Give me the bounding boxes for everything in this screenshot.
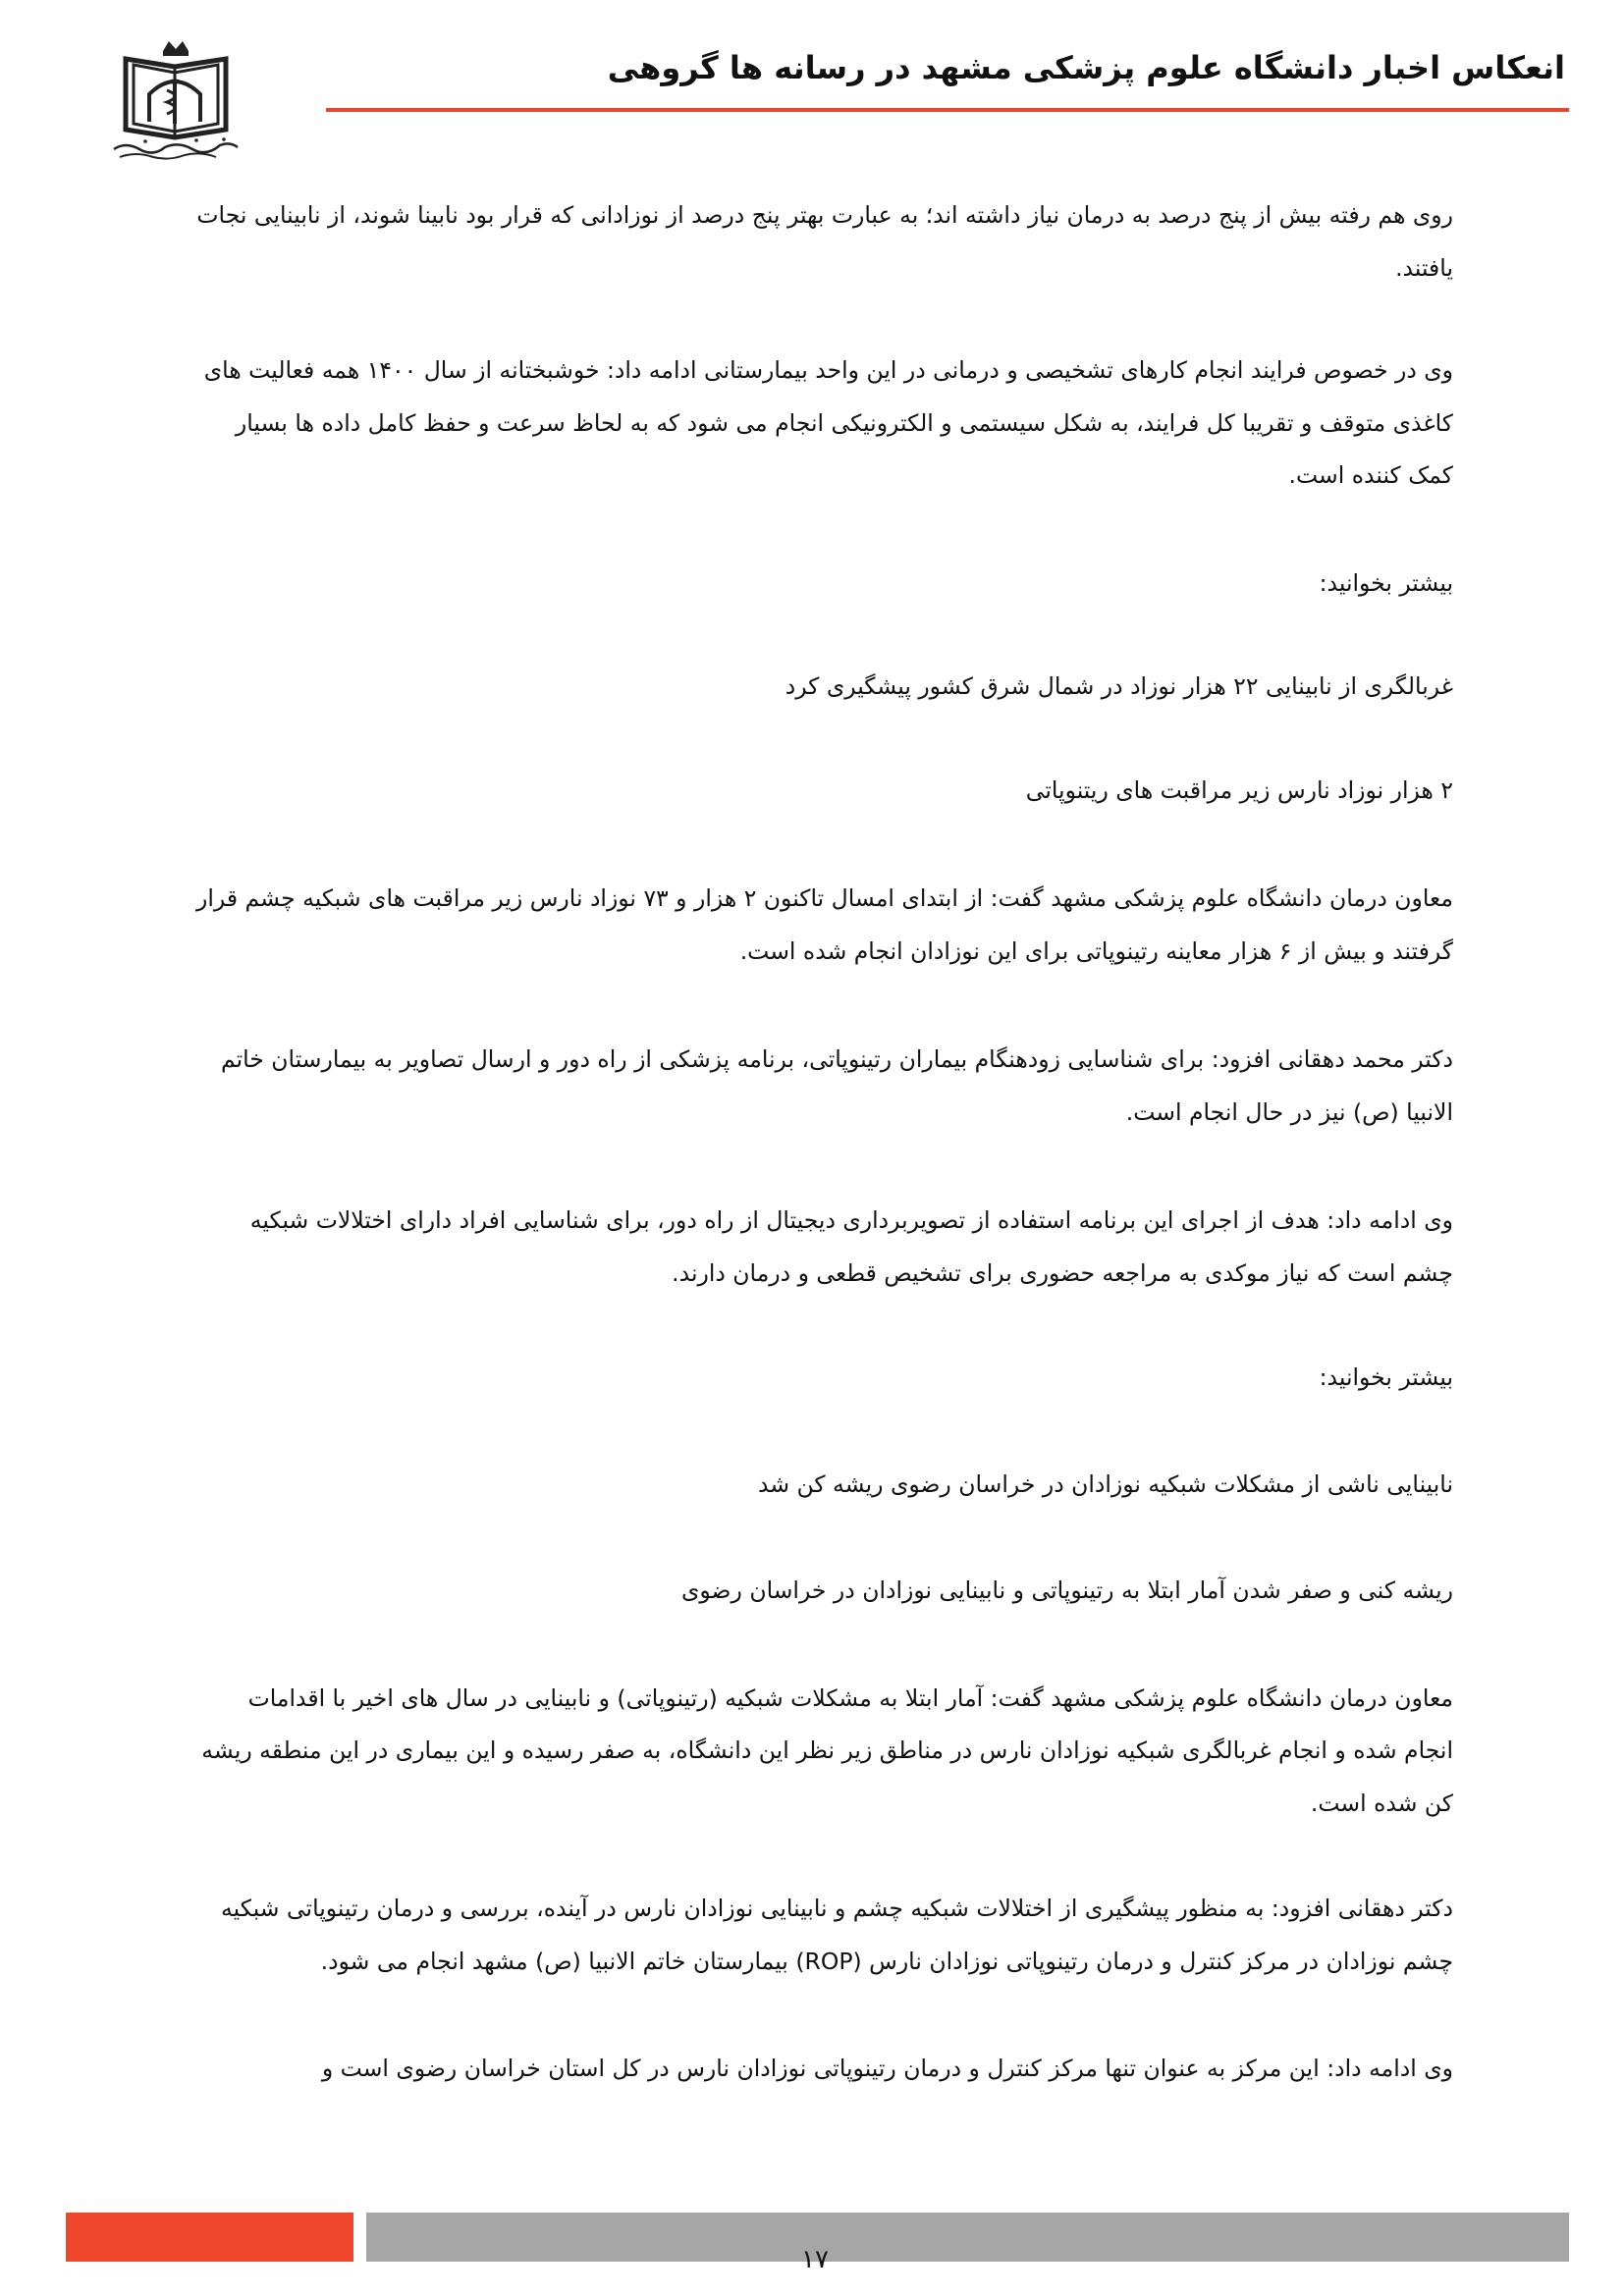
footer-gray-bar <box>366 2213 1569 2262</box>
paragraph: وی در خصوص فرایند انجام کارهای تشخیصی و درمانی در این واحد بیمارستانی ادامه داد: خوشبختانه از سال ۱۴۰۰ همه فعالیت های کاغذی متوقف و تقریبا کل فرایند، به شکل سیستمی و الکترونیکی انجام می شود که به لحاظ سرعت و حفظ کامل داده ها بسیار کمک کننده است. <box>203 356 1453 489</box>
paragraph: معاون درمان دانشگاه علوم پزشکی مشهد گفت: آمار ابتلا به مشکلات شبکیه (رتینوپاتی) و نابینایی در سال های اخیر با اقدامات انجام شده و انجام غربالگری شبکیه نوزادان نارس در مناطق زیر نظر این دانشگاه، به صفر رسیده و این بیماری در این منطقه ریشه کن شده است. <box>201 1683 1453 1817</box>
paragraph: وی ادامه داد: این مرکز به عنوان تنها مرکز کنترل و درمان رتینوپاتی نوزادان نارس در کل استان خراسان رضوی است و <box>321 2055 1453 2082</box>
paragraph: روی هم رفته بیش از پنج درصد به درمان نیاز داشته اند؛ به عبارت بهتر پنج درصد از نوزادانی که قرار بود نابینا شوند، از نابینایی نجات یافتند. <box>196 201 1453 282</box>
paragraph: معاون درمان دانشگاه علوم پزشکی مشهد گفت: از ابتدای امسال تاکنون ۲ هزار و ۷۳ نوزاد نارس زیر مراقبت های شبکیه چشم قرار گرفتند و بیش از ۶ هزار معاینه رتینوپاتی برای این نوزادان انجام شده است. <box>195 884 1453 965</box>
article-body <box>196 189 1453 2096</box>
footer-red-bar <box>66 2213 353 2262</box>
paragraph: دکتر دهقانی افزود: به منظور پیشگیری از اختلالات شبکیه چشم و نابینایی نوزادان نارس در آینده، بررسی و درمان رتینوپاتی شبکیه چشم نوزادان در مرکز کنترل و درمان رتینوپاتی نوزادان نارس (ROP) بیمارستان خاتم الانبیا (ص) مشهد انجام می شود. <box>221 1895 1453 1975</box>
related-link[interactable]: غربالگری از نابینایی ۲۲ هزار نوزاد در شمال شرق کشور پیشگیری کرد <box>785 672 1453 700</box>
paragraph: دکتر محمد دهقانی افزود: برای شناسایی زودهنگام بیماران رتینوپاتی، برنامه پزشکی از راه دور و ارسال تصاویر به بیمارستان خاتم الانبیا (ص) نیز در حال انجام است. <box>220 1045 1453 1126</box>
page-number: ۱۷ <box>801 2245 829 2274</box>
related-link[interactable]: نابینایی ناشی از مشکلات شبکیه نوزادان در خراسان رضوی ریشه کن شد <box>757 1469 1453 1498</box>
header-divider <box>326 108 1569 112</box>
read-more-label: بیشتر بخوانید: <box>1319 568 1453 597</box>
page-header-title: انعکاس اخبار دانشگاه علوم پزشکی مشهد در رسانه ها گروهی <box>607 49 1565 86</box>
university-logo <box>106 39 245 167</box>
read-more-label: بیشتر بخوانید: <box>1319 1363 1453 1391</box>
paragraph: وی ادامه داد: هدف از اجرای این برنامه استفاده از تصویربرداری دیجیتال از راه دور، برای شناسایی افراد دارای اختلالات شبکیه چشم است که نیاز موکدی به مراجعه حضوری برای تشخیص قطعی و درمان دارند. <box>249 1206 1453 1287</box>
emblem-icon <box>106 39 245 167</box>
section-heading: ۲ هزار نوزاد نارس زیر مراقبت های ریتنوپاتی <box>1025 775 1453 804</box>
section-heading: ریشه کنی و صفر شدن آمار ابتلا به رتینوپاتی و نابینایی نوزادان در خراسان رضوی <box>681 1576 1453 1604</box>
